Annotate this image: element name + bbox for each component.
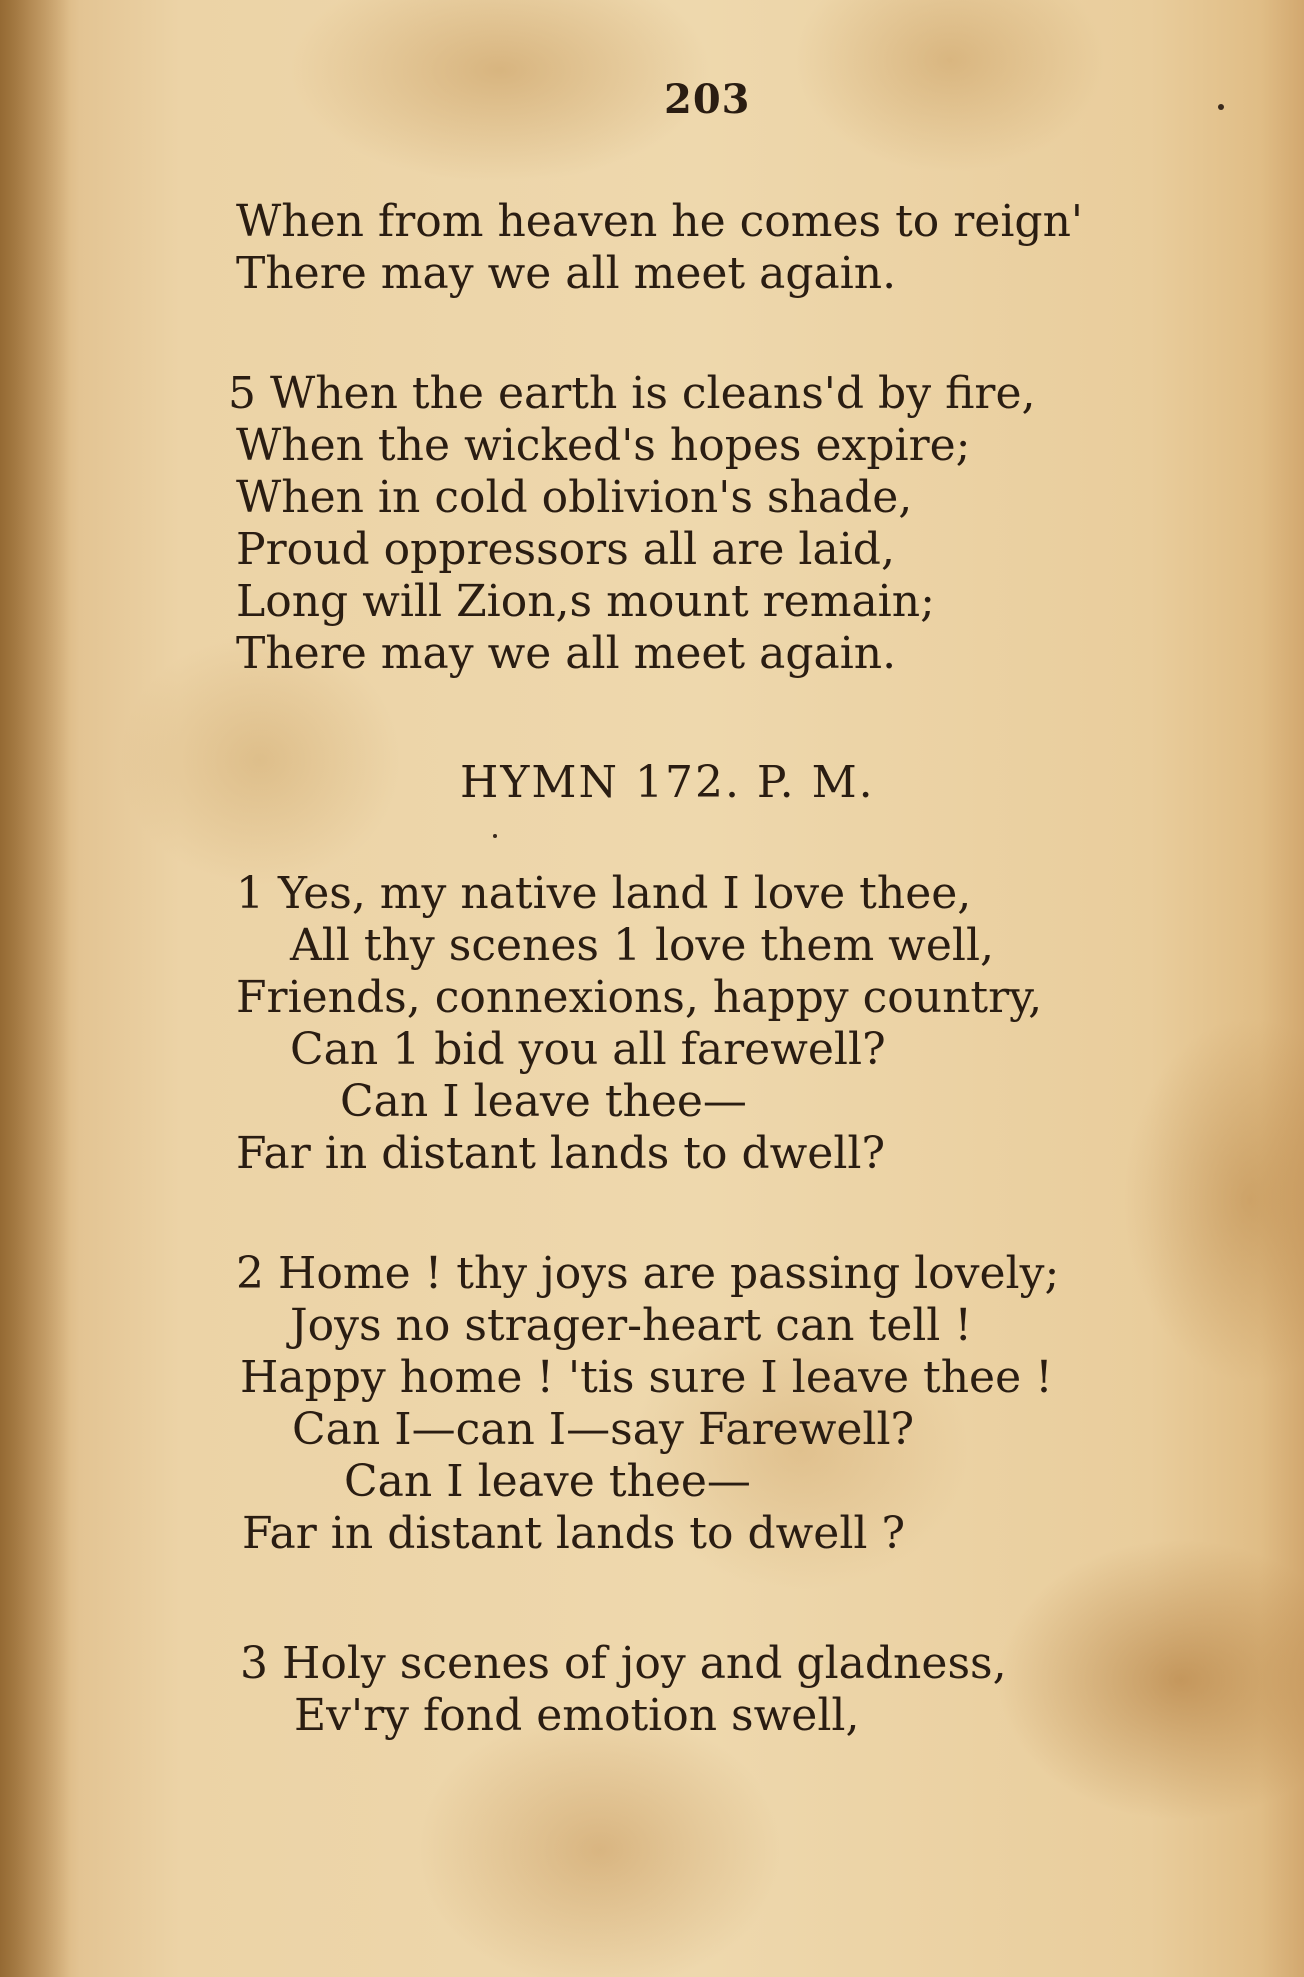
verse-line: Far in distant lands to dwell ? — [242, 1508, 906, 1559]
verse-line: Can I—can I—say Farewell? — [292, 1404, 915, 1455]
hymn-heading: HYMN 172. P. M. — [460, 757, 875, 808]
verse-line: Ev'ry fond emotion swell, — [294, 1690, 860, 1741]
verse-line: Can I leave thee— — [340, 1076, 747, 1127]
verse-line: Happy home ! 'tis sure I leave thee ! — [240, 1352, 1053, 1403]
verse-line: All thy scenes 1 love them well, — [290, 920, 994, 971]
verse-line: Can I leave thee— — [344, 1456, 751, 1507]
verse-line: 3 Holy scenes of joy and gladness, — [240, 1638, 1007, 1689]
verse-line: Can 1 bid you all farewell? — [290, 1024, 886, 1075]
verse-line: 2 Home ! thy joys are passing lovely; — [236, 1248, 1060, 1299]
verse-line: Long will Zion,s mount remain; — [236, 576, 935, 627]
verse-line: When in cold oblivion's shade, — [236, 472, 913, 523]
page-number: 203 — [664, 76, 751, 123]
verse-line: Friends, connexions, happy country, — [236, 972, 1043, 1023]
verse-line: There may we all meet again. — [236, 628, 897, 679]
verse-line: 5 When the earth is cleans'd by fire, — [228, 368, 1036, 419]
verse-line: 1 Yes, my native land I love thee, — [236, 868, 972, 919]
verse-line: When from heaven he comes to reign' — [236, 196, 1083, 247]
verse-line: There may we all meet again. — [236, 248, 897, 299]
verse-line: Proud oppressors all are laid, — [236, 524, 895, 575]
verse-line: When the wicked's hopes expire; — [236, 420, 971, 471]
verse-line: Joys no strager-heart can tell ! — [290, 1300, 973, 1351]
verse-line: Far in distant lands to dwell? — [236, 1128, 886, 1179]
